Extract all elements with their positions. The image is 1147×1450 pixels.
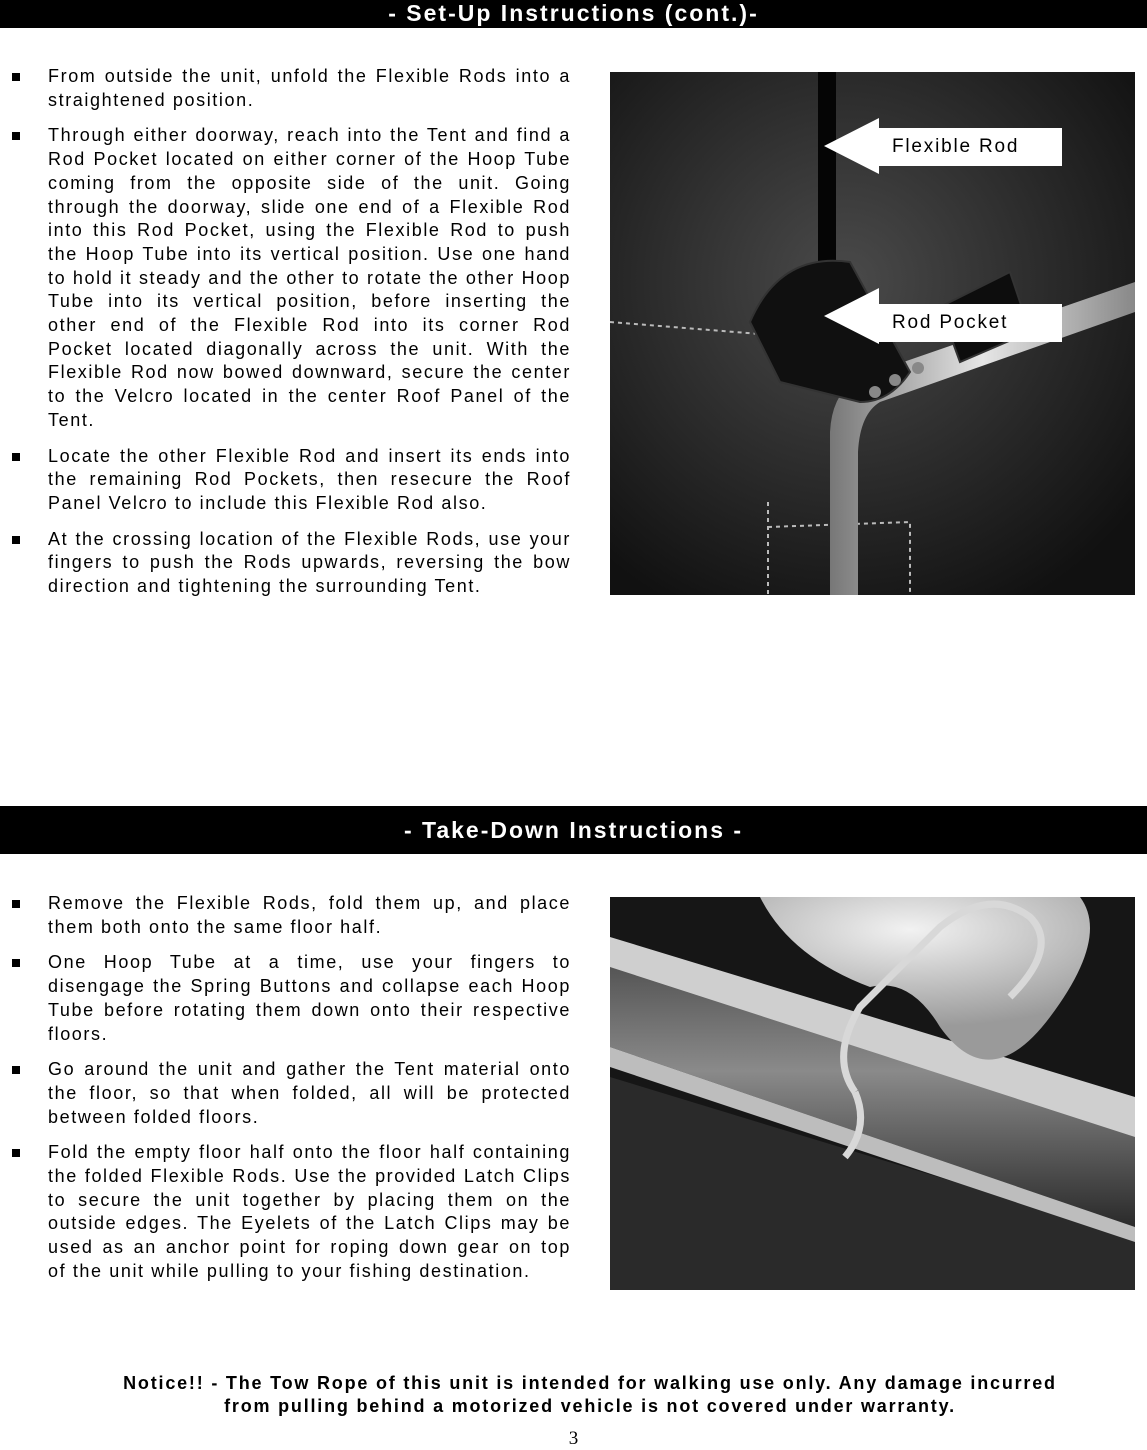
- setup-section-header: - Set-Up Instructions (cont.)-: [0, 0, 1147, 28]
- list-item: Remove the Flexible Rods, fold them up, and place them both onto the same floor half.: [0, 892, 571, 939]
- bullet-icon: [12, 73, 20, 81]
- latch-clip-photo: [610, 897, 1135, 1290]
- list-item: Go around the unit and gather the Tent material onto the floor, so that when folded, all will be protected between folded floors.: [0, 1058, 571, 1129]
- flexible-rod-callout: Flexible Rod: [878, 128, 1062, 166]
- list-item: From outside the unit, unfold the Flexible Rods into a straightened position.: [0, 65, 571, 112]
- list-item: Locate the other Flexible Rod and insert its ends into the remaining Rod Pockets, then resecure the Roof Panel Velcro to include this Flexible Rod also.: [0, 445, 571, 516]
- setup-instruction-list: [0, 65, 571, 611]
- bullet-icon: [12, 1066, 20, 1074]
- latch-clip-photo-illustration: [610, 897, 1135, 1290]
- bullet-icon: [12, 1149, 20, 1157]
- bullet-icon: [12, 959, 20, 967]
- list-item: One Hoop Tube at a time, use your fingers to disengage the Spring Buttons and collapse each Hoop Tube before rotating them down onto their respective floors.: [0, 951, 571, 1046]
- rod-pocket-arrow-icon: [824, 288, 879, 344]
- list-item: Fold the empty floor half onto the floor half containing the folded Flexible Rods. Use the provided Latch Clips to secure the unit together by placing them on the outside edges. The Eyelets of the Latch Clips may be used as an anchor point for roping down gear on top of the unit while pulling to your fishing destination.: [0, 1141, 571, 1283]
- list-item: Through either doorway, reach into the Tent and find a Rod Pocket located on either corner of the Hoop Tube coming from the opposite side of the unit. Going through the doorway, slide one end of a Flexible Rod into this Rod Pocket, using the Flexible Rod to push the Hoop Tube into its vertical position. Use one hand to hold it steady and the other to rotate the other Hoop Tube into its vertical position, before inserting the other end of the Flexible Rod into its corner Rod Pocket located diagonally across the unit. With the Flexible Rod now bowed downward, secure the center to the Velcro located in the center Roof Panel of the Tent.: [0, 124, 571, 432]
- takedown-section-header: - Take-Down Instructions -: [0, 806, 1147, 854]
- bullet-icon: [12, 536, 20, 544]
- takedown-instruction-list: [0, 892, 571, 1296]
- notice-line-2: from pulling behind a motorized vehicle is not covered under warranty.: [224, 1396, 956, 1416]
- page-number: 3: [568, 1428, 579, 1449]
- bullet-icon: [12, 132, 20, 140]
- notice-line-1: Notice!! - The Tow Rope of this unit is intended for walking use only. Any damage incurred: [123, 1373, 1057, 1393]
- list-item: At the crossing location of the Flexible Rods, use your fingers to push the Rods upwards, reversing the bow direction and tightening the surrounding Tent.: [0, 528, 571, 599]
- notice-text: [40, 1372, 1140, 1418]
- rod-pocket-callout: Rod Pocket: [878, 304, 1062, 342]
- bullet-icon: [12, 453, 20, 461]
- bullet-icon: [12, 900, 20, 908]
- flexible-rod-arrow-icon: [824, 118, 879, 174]
